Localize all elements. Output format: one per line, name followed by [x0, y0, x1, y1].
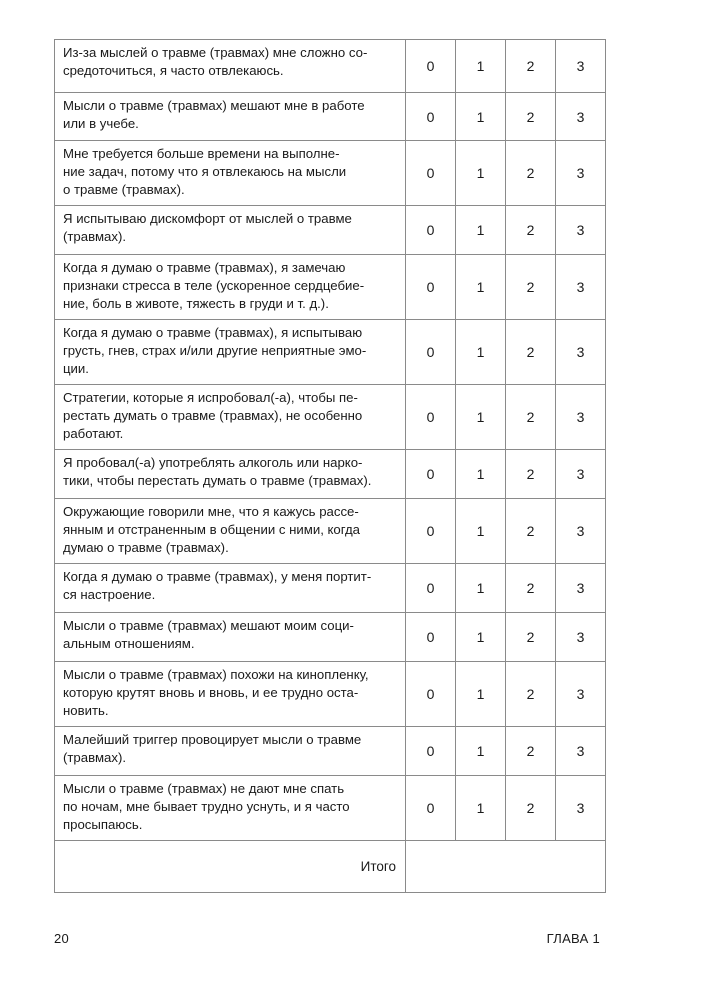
score-option-1[interactable]: 1 [456, 776, 506, 841]
score-option-2[interactable]: 2 [506, 385, 556, 450]
total-value-cell [406, 841, 606, 893]
question-text: Окружающие говорили мне, что я кажусь рассе- янным и отстраненным в общении с ними, когда думаю о травме (травмах). [63, 504, 361, 555]
score-option-2[interactable]: 2 [506, 93, 556, 141]
score-option-2[interactable]: 2 [506, 450, 556, 499]
table-row [55, 499, 606, 564]
score-option-1[interactable]: 1 [456, 320, 506, 385]
question-text: Когда я думаю о травме (травмах), у меня портит- ся настроение. [63, 569, 372, 602]
question-text: Я испытываю дискомфорт от мыслей о травме (травмах). [63, 211, 352, 244]
score-option-2[interactable]: 2 [506, 662, 556, 727]
page-number: 20 [54, 931, 70, 946]
question-cell [55, 564, 406, 613]
question-cell [55, 255, 406, 320]
question-text: Малейший триггер провоцирует мысли о травме (травмах). [63, 732, 362, 765]
score-option-1[interactable]: 1 [456, 93, 506, 141]
score-option-1[interactable]: 1 [456, 662, 506, 727]
score-option-2[interactable]: 2 [506, 206, 556, 255]
score-option-0[interactable]: 0 [406, 206, 456, 255]
score-option-1[interactable]: 1 [456, 255, 506, 320]
score-option-3[interactable]: 3 [556, 450, 606, 499]
question-text: Стратегии, которые я испробовал(-а), чтобы пе- рестать думать о травме (травмах), не особенно работают. [63, 390, 363, 441]
score-option-0[interactable]: 0 [406, 662, 456, 727]
table-row [55, 613, 606, 662]
score-option-0[interactable]: 0 [406, 385, 456, 450]
score-option-2[interactable]: 2 [506, 564, 556, 613]
questionnaire-table [54, 39, 606, 893]
question-cell [55, 206, 406, 255]
question-cell [55, 613, 406, 662]
score-option-2[interactable]: 2 [506, 613, 556, 662]
score-option-0[interactable]: 0 [406, 40, 456, 93]
table-row [55, 40, 606, 93]
score-option-2[interactable]: 2 [506, 141, 556, 206]
score-option-3[interactable]: 3 [556, 320, 606, 385]
score-option-3[interactable]: 3 [556, 255, 606, 320]
score-option-3[interactable]: 3 [556, 141, 606, 206]
score-option-0[interactable]: 0 [406, 499, 456, 564]
score-option-2[interactable]: 2 [506, 255, 556, 320]
score-option-3[interactable]: 3 [556, 776, 606, 841]
score-option-2[interactable]: 2 [506, 320, 556, 385]
total-label: Итого [55, 841, 406, 893]
score-option-1[interactable]: 1 [456, 141, 506, 206]
question-cell [55, 93, 406, 141]
question-text: Мысли о травме (травмах) мешают моим соци- альным отношениям. [63, 618, 354, 651]
table-row [55, 255, 606, 320]
question-text: Мысли о травме (травмах) похожи на кинопленку, которую крутят вновь и вновь, и ее трудно оста- новить. [63, 667, 369, 718]
table-row [55, 385, 606, 450]
question-cell [55, 450, 406, 499]
table-row [55, 206, 606, 255]
question-text: Из-за мыслей о травме (травмах) мне сложно со- средоточиться, я часто отвлекаюсь. [63, 45, 368, 78]
table-row [55, 564, 606, 613]
chapter-label: ГЛАВА 1 [546, 931, 600, 946]
score-option-3[interactable]: 3 [556, 385, 606, 450]
score-option-3[interactable]: 3 [556, 727, 606, 776]
total-row [55, 841, 606, 893]
question-text: Когда я думаю о травме (травмах), я испытываю грусть, гнев, страх и/или другие неприятные эмо- ции. [63, 325, 367, 376]
score-option-2[interactable]: 2 [506, 727, 556, 776]
table-row [55, 320, 606, 385]
question-text: Я пробовал(-а) употреблять алкоголь или нарко- тики, чтобы перестать думать о травме (травмах). [63, 455, 372, 488]
question-cell [55, 776, 406, 841]
question-text: Мне требуется больше времени на выполне- ние задач, потому что я отвлекаюсь на мысли о травме (травмах). [63, 146, 347, 197]
score-option-2[interactable]: 2 [506, 776, 556, 841]
score-option-0[interactable]: 0 [406, 320, 456, 385]
score-option-1[interactable]: 1 [456, 499, 506, 564]
table-row [55, 93, 606, 141]
score-option-3[interactable]: 3 [556, 613, 606, 662]
question-cell [55, 385, 406, 450]
question-cell [55, 662, 406, 727]
table-row [55, 776, 606, 841]
score-option-0[interactable]: 0 [406, 613, 456, 662]
score-option-0[interactable]: 0 [406, 727, 456, 776]
question-cell [55, 499, 406, 564]
question-cell [55, 141, 406, 206]
score-option-1[interactable]: 1 [456, 385, 506, 450]
score-option-3[interactable]: 3 [556, 40, 606, 93]
table-row [55, 662, 606, 727]
score-option-0[interactable]: 0 [406, 450, 456, 499]
score-option-3[interactable]: 3 [556, 93, 606, 141]
score-option-3[interactable]: 3 [556, 662, 606, 727]
score-option-1[interactable]: 1 [456, 613, 506, 662]
score-option-0[interactable]: 0 [406, 564, 456, 613]
score-option-0[interactable]: 0 [406, 141, 456, 206]
question-cell [55, 320, 406, 385]
score-option-1[interactable]: 1 [456, 450, 506, 499]
table-row [55, 450, 606, 499]
question-text: Когда я думаю о травме (травмах), я замечаю признаки стресса в теле (ускоренное сердцебие- ние, боль в животе, тяжесть в груди и т. д.). [63, 260, 365, 311]
table-row [55, 727, 606, 776]
score-option-0[interactable]: 0 [406, 93, 456, 141]
score-option-2[interactable]: 2 [506, 499, 556, 564]
table-row [55, 141, 606, 206]
score-option-1[interactable]: 1 [456, 564, 506, 613]
question-text: Мысли о травме (травмах) мешают мне в работе или в учебе. [63, 98, 365, 131]
score-option-2[interactable]: 2 [506, 40, 556, 93]
question-text: Мысли о травме (травмах) не дают мне спать по ночам, мне бывает трудно уснуть, и я часто просыпаюсь. [63, 781, 350, 832]
score-option-1[interactable]: 1 [456, 727, 506, 776]
score-option-3[interactable]: 3 [556, 499, 606, 564]
questionnaire-body [55, 40, 606, 893]
score-option-1[interactable]: 1 [456, 40, 506, 93]
score-option-3[interactable]: 3 [556, 206, 606, 255]
question-cell [55, 727, 406, 776]
score-option-3[interactable]: 3 [556, 564, 606, 613]
question-cell [55, 40, 406, 93]
score-option-0[interactable]: 0 [406, 255, 456, 320]
score-option-0[interactable]: 0 [406, 776, 456, 841]
score-option-1[interactable]: 1 [456, 206, 506, 255]
